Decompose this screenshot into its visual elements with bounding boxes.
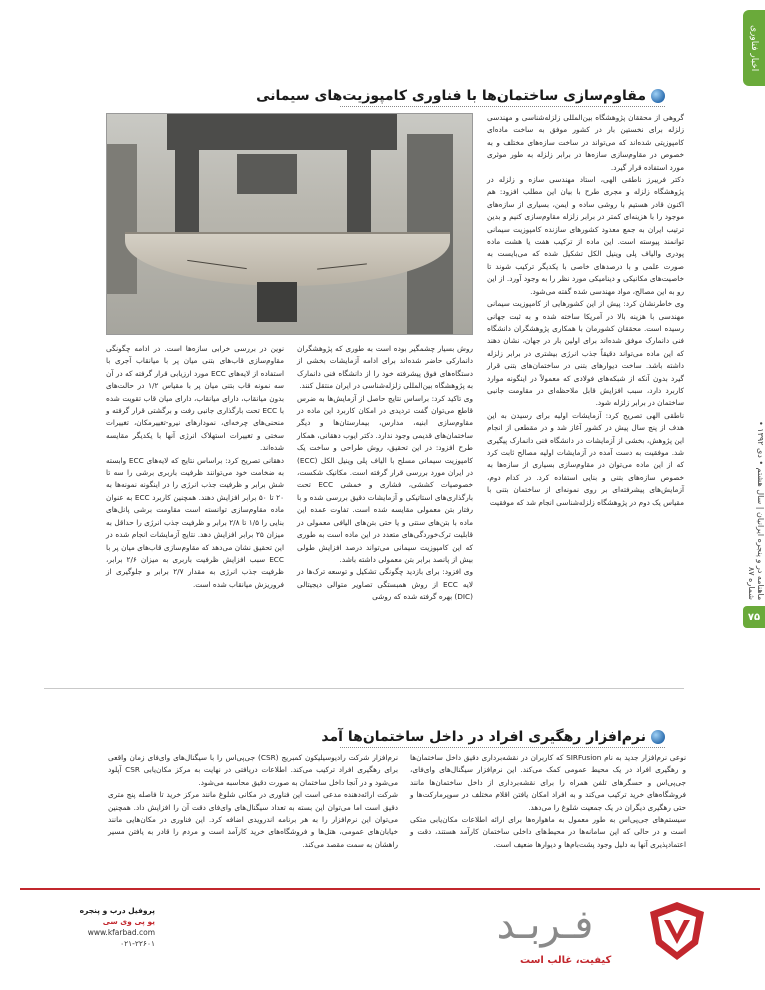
section-divider <box>44 688 684 689</box>
article2-col-right: نوعی نرم‌افزار جدید به نام SIRFusion که کاربران در نقشه‌برداری دقیق داخل ساختمان‌ها و رهگیری افراد در یک محیط عمومی کمک می‌کند. این نرم‌افزار سیگنال‌های وای‌فای، جی‌پی‌اس و حسگرهای تلفن همراه را برای نقشه‌برداری از داخل ساختمان‌ها مانند فروشگاه‌های خرید ترکیب می‌کند و به افراد امکان یافتن اقلام مختلف در سوپرمارکت‌ها و حتی رهگیری دیگران در یک جمعیت شلوغ را می‌دهد. سیستم‌های جی‌پی‌اس به طور معمول به ماهواره‌ها برای ارائه اطلاعات مکان‌یابی متکی است و در حالی که این سامانه‌ها در محیط‌های داخلی ساختمان کارآمد هستند، دقت و اعتمادپذیری آنها به دلیل وجود پشت‌بام‌ها و دیوارها ضعیف است. <box>410 753 686 849</box>
brand-wordmark: فـربـد <box>496 902 594 948</box>
issue-info: ماهنامه در و پنجره ایرانیان | سال هشتم • دی ۱۳۹۲ • شماره ۸۷ <box>747 420 765 600</box>
page-number: ۷۵ <box>743 606 765 628</box>
article2-col-left: نرم‌افزار شرکت رادیوسیلیکون کمبریج (CSR) جی‌پی‌اس را با سیگنال‌های وای‌فای زمان واقعی برای رهگیری افراد ترکیب می‌کند. اطلاعات دریافتی در نهایت به مرکز مکان‌یابی CSR آپلود می‌شود و در آنجا داخل ساختمان به صورت دقیق محاسبه می‌شود. شرکت ارائه‌دهنده مدعی است این فناوری در مکانی شلوغ مانند مرکز خرید تا فاصله پنج متری دقیق است اما می‌توان این بسته به تعداد سیگنال‌های وای‌فای دقت آن را افزایش داد. همچنین می‌توان این نرم‌افزار را به هر برنامه اندرویدی اضافه کرد. این فناوری در مکان‌هایی مانند خیابان‌های عمومی، هتل‌ها و فروشگاه‌های خرید کارآمد است و مردم را قادر به یافتن مسیر راهشان به سمت مقصد می‌کند. <box>108 753 398 849</box>
article1-col-left: نوین در بررسی خرابی سازه‌ها است. در ادامه چگونگی مقاوم‌سازی قاب‌های بتنی میان پر با میانقاب آجری با استفاده از لایه‌های ECC مورد ارزیابی قرار گرفته که در آن سه نمونه قاب بتنی میان پر با مقیاس ۱/۲ در حالت‌های بدون میانقاب، دارای میانقاب، دارای میان قاب تقویت شده با ECC تحت بارگذاری جانبی رفت و برگشتی قرار گرفته و منحنی‌های چرخه‌ای، نمودارهای نیرو-تغییرمکان، تغییرات سختی و تغییرات استهلاک انرژی آنها با یکدیگر مقایسه شده‌اند. دهقانی تصریح کرد: براساس نتایج که لایه‌های ECC وابسته به ضخامت خود می‌توانند ظرفیت باربری برشی را سه تا شش برابر و ظرفیت جذب انرژی را در اینگونه نمونه‌ها به ۲۰ تا ۵۰ برابر افزایش دهند. همچنین کاربرد ECC به عنوان ماده مقاوم‌سازی توانسته است مقاومت برشی پانل‌های بنایی را ۱/۵ تا ۲/۸ برابر و ظرفیت جذب انرژی را حداقل به میزان ۲۵ برابر افزایش دهد. نتایج آزمایشات انجام شده در این تحقیق نشان می‌دهد که مقاوم‌سازی قاب‌های میان پر با ECC سبب افزایش ظرفیت باربری به میزان ۲/۶ برابر، ظرفیت جذب انرژی به مقدار ۲/۷ برابر و جلوگیری از فروریزش میانقاب شده است. <box>106 344 285 589</box>
brand-logo-icon <box>648 900 706 962</box>
globe-icon <box>651 89 665 103</box>
article1-photo <box>106 113 473 335</box>
brand-slogan: کیفیت، غالب است <box>520 955 612 966</box>
ad-separator <box>20 888 760 890</box>
article2-title-underline <box>340 747 665 748</box>
article1-title-underline <box>340 106 665 107</box>
ad-contact: پروفیل درب و پنجره یو پی وی سی www.kfarbad.com ۰۲۱-۲۲۶۰۱ <box>60 905 155 949</box>
ad-phone: ۰۲۱-۲۲۶۰۱ <box>120 939 155 948</box>
article1-col-right: گروهی از محققان پژوهشگاه بین‌المللی زلزله‌شناسی و مهندسی زلزله برای نخستین بار در کشور موفق به ساخت ماده‌ای کامپوزیتی شده‌اند که می‌تواند در ساخت سازه‌های مختلف و به خصوص در مقاوم‌سازی سازه‌ها در برابر زلزله به طور موثری مورد استفاده قرار گیرد. دکتر فریبرز ناطقی الهی، استاد مهندسی سازه و زلزله در پژوهشگاه زلزله و مجری طرح با بیان این مطلب افزود: هم اکنون قادر هستیم با روشی ساده و ایمن، بسیاری از سازه‌های موجود را با هزینه‌ای کمتر در برابر زلزله مقاوم‌سازی کنیم و بدین ترتیب ایران به جمع معدود کشورهای سازنده کامپوزیت سیمانی توانمند پیوسته است. این ماده از ترکیب هفت یا هشت ماده پودری والیاف پلی وینیل الکل تشکیل شده که می‌بایست به صورت علمی و با درصدهای خاصی با یکدیگر ترکیب شوند تا خاصیت‌های مکانیکی و دینامیکی مورد نظر را به وجود آورد. از این رو به این مصالح، مواد مهندسی شده گفته می‌شود. وی خاطرنشان کرد: پیش از این کشورهایی از کامپوزیت سیمانی مهندسی با هزینه بالا در آمریکا ساخته شده و به ثبت جهانی رسیده است. محققان کشورمان با همکاری پژوهشگران دانشگاه فنی دانمارک موفق شده‌اند برای اولین بار در جهان، نشان دهند که این ماده می‌تواند دقیقاً جذب انرژی بیشتری در برابر زلزله داشته باشد. ساخت دیوارهای بتنی در ساختمان‌های بتنی قرار گیرد بدون آنکه از شبکه‌های فولادی که معمولاً در اینگونه موارد کاربرد دارد، سبب افزایش قابل ملاحظه‌ای در مقاومت جانبی ساختمان در برابر زلزله شود. ناطقی الهی تصریح کرد: آزمایشات اولیه برای رسیدن به این هدف از پنج سال پیش در کشور آغاز شد و در مقطعی از انجام این پژوهش، بخشی از آزمایشات در دانشگاه فنی دانمارک پیگیری شد. موفقیت به دست آمده در آزمایشات اولیه مصالح ثابت کرد که از این ماده می‌توان در مقاوم‌سازی بسیاری از سازه‌ها به خصوص سازه‌های بتنی و بنایی استفاده کرد. در کدام دوم، آزمایش‌های پیشرفته‌ای بر روی نمونه‌ای از ساختمان بتنی با مقیاس یک دوم در پژوهشگاه زلزله‌شناسی انجام شد که موفقیت <box>487 113 684 507</box>
article2-headline <box>321 729 665 745</box>
article1-headline <box>256 88 665 104</box>
globe-icon <box>651 730 665 744</box>
ad-website[interactable]: www.kfarbad.com <box>87 928 155 937</box>
article1-col-middle: روش بسیار چشمگیر بوده است به طوری که پژوهشگران دانمارکی حاضر شده‌اند برای ادامه آزمایشات بخشی از دستگاه‌های فوق پیشرفته خود را از دانشگاه فنی دانمارک به پژوهشگاه بین‌المللی زلزله‌شناسی در ایران منتقل کنند. وی تاکید کرد: براساس نتایج حاصل از آزمایش‌ها به ضرس قاطع می‌توان گفت تردیدی در امکان کاربرد این ماده در مقاوم‌سازی ابنیه، مدارس، بیمارستان‌ها و دیگر ساختمان‌های قدیمی وجود ندارد. دکتر ایوب دهقانی، همکار طرح افزود: در این تحقیق، روش طراحی و ساخت یک کامپوزیت سیمانی مسلح با الیاف پلی وینیل الکل (ECC) در ایران مورد بررسی قرار گرفته است. مکانیک شکست، خصوصیات کششی، فشاری و خمشی ECC تحت بارگذاری‌های استاتیکی و آزمایشات دقیق بررسی شده و با رفتار بتن معمولی مقایسه شده است. تفاوت عمده این ماده با بتن‌های سنتی و یا حتی بتن‌های الیافی معمولی در قابلیت ترک‌خوردگی‌های متعدد در این ماده است به طوری که این کامپوزیت سیمانی می‌تواند درصد افزایش طولی بیش از پانصد برابر بتن معمولی داشته باشد. وی افزود: برای بازدید چگونگی تشکیل و توسعه ترک‌ها در لایه ECC از روش همبستگی تصاویر متوالی دیجیتالی (DIC) بهره گرفته شده که روشی <box>297 344 473 602</box>
article1-title: مقاوم‌سازی ساختمان‌ها با فناوری کامپوزیت‌های سیمانی <box>256 88 646 104</box>
section-tab[interactable]: اخبار فناوری <box>743 10 765 86</box>
article2-title: نرم‌افزار رهگیری افراد در داخل ساختمان‌ها آمد <box>321 729 646 745</box>
